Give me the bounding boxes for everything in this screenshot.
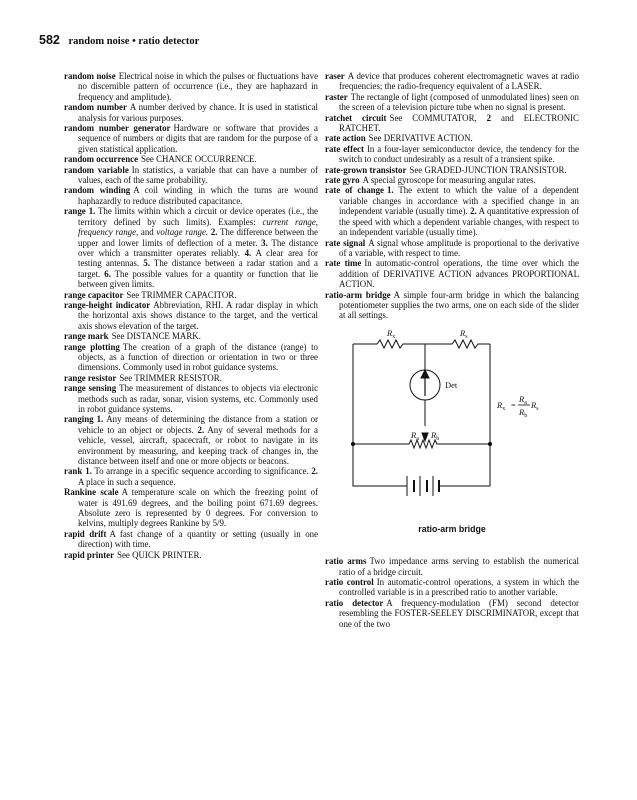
junction-dot-left (351, 442, 354, 445)
entry-term: Rankine scale (64, 487, 119, 498)
entry-sense-number: 2. (311, 466, 318, 477)
right-column-top (325, 71, 579, 321)
entry-definition-text: current range, frequency range, (78, 216, 318, 238)
potentiometer-wire (353, 440, 490, 448)
entry-sense-number: 6. (104, 268, 111, 279)
glossary-entry (64, 206, 318, 289)
glossary-entry (325, 556, 579, 577)
ratio-arm-bridge-figure (325, 326, 579, 522)
glossary-entry (325, 175, 579, 185)
running-title: random noise • ratio detector (68, 36, 200, 47)
label-ra: $R_a$ (411, 429, 419, 442)
entry-term: rate gyro (325, 175, 360, 186)
glossary-entry (64, 383, 318, 414)
glossary-entry (64, 550, 318, 560)
entry-term: random variable (64, 164, 129, 175)
entry-definition-text: To arrange in a specific sequence according to significance. (91, 466, 312, 477)
entry-term: range (64, 206, 86, 217)
entry-definition-text: A frequency-modulation (FM) second detector resembling the FOSTER-SEELEY DISCRIMINATOR, except that one of the two (339, 597, 579, 629)
page-header (39, 33, 199, 47)
entry-term: range capacitor (64, 289, 124, 300)
entry-term: rate time (325, 258, 362, 269)
glossary-entry (64, 414, 318, 466)
entry-term: random noise (64, 71, 116, 81)
entry-term: range sensing (64, 383, 117, 394)
entry-term: range mark (64, 331, 109, 342)
entry-definition-text: voltage range. (156, 227, 209, 238)
glossary-entry (64, 466, 318, 487)
svg-text:Rb: $R_b$ (519, 406, 528, 419)
entry-definition-text: In statistics, a variable that can have a number of values, each of the same probability. (78, 164, 318, 186)
entry-term: ratchet circuit (325, 112, 387, 123)
entry-definition-text: Electrical noise in which the pulses or fluctuations have no discernible pattern of occurrence (i.e., they are haphazard in frequency and amplitude). (78, 71, 319, 102)
entry-definition-text: The distance between a radar station and a target. (78, 258, 318, 279)
entry-definition-text: In a four-layer semiconductor device, the tendency for the switch to conduct undesirably as a result of a transient spike. (339, 143, 579, 165)
entry-definition-text: The distance over which a transmitter operates reliably. (78, 237, 319, 258)
entry-definition-text: See CHANCE OCCURRENCE. (141, 154, 257, 165)
entry-definition-text: Two impedance arms serving to establish the numerical ratio of a bridge circuit. (339, 556, 579, 577)
entry-definition-text: Any of several methods for a vehicle, vessel, aircraft, spacecraft, or robot to navigate in its environment by measuring, and keeping track of changes in, the distance between itself and one or more objects or beacons. (78, 424, 318, 467)
entry-definition-text: The possible values for a quantity or function that lie between given limits. (78, 268, 318, 290)
entry-definition-text: A device that produces coherent electromagnetic waves at radio frequencies; the radio-frequency equivalent of a LASER. (339, 71, 579, 92)
entry-term: range-height indicator (64, 299, 151, 310)
glossary-entry (64, 373, 318, 383)
entry-sense-number: 3. (261, 237, 268, 248)
glossary-entry (325, 92, 579, 113)
entry-term: rate of change (325, 185, 384, 196)
glossary-entry (64, 185, 318, 206)
glossary-entry (325, 577, 579, 598)
entry-sense-number: 1. (96, 414, 104, 425)
entry-definition-text: See DISTANCE MARK. (111, 331, 201, 342)
glossary-entry (64, 71, 318, 102)
left-column (64, 71, 318, 560)
entry-sense-number: 1. (88, 206, 96, 217)
entry-definition-text: A temperature scale on which the freezing point of water is 491.69 degrees, and the boiling point 671.69 degrees. Absolute zero is represented by 0 degrees. For conversion to kelvins, multiply degrees Rankine by 5/9. (78, 487, 318, 529)
glossary-entry (325, 238, 579, 259)
glossary-entry (64, 342, 318, 373)
entry-definition-text: The difference between the upper and lower limits of deflection of a meter. (78, 227, 318, 248)
entry-definition-text: A quantitative expression of the speed with which a dependent variable changes, with respect to an independent variable (usually time). (339, 206, 579, 238)
entry-definition-text: A simple four-arm bridge in which the balancing potentiometer supplies the two arms, one on each side of the slider at all settings. (339, 289, 579, 321)
entry-definition-text: A place in such a sequence. (78, 476, 176, 487)
entry-definition-text: A signal whose amplitude is proportional to the derivative of a variable, with respect to time. (339, 237, 580, 258)
right-column-bottom (325, 556, 579, 629)
glossary-entry (325, 71, 579, 92)
entry-definition-text: A special gyroscope for measuring angular rates. (362, 175, 536, 186)
glossary-entry (325, 598, 579, 629)
entry-sense-number: 2 (486, 112, 492, 123)
glossary-entry (64, 331, 318, 341)
entry-definition-text: See COMMUTATOR, (389, 112, 487, 123)
bridge-circuit-diagram (325, 326, 579, 522)
outer-frame-wire (353, 344, 490, 486)
entry-definition-text: The measurement of distances to objects via electronic methods such as radar, sonar, vision systems, etc. Commonly used in robot guidance systems. (78, 383, 319, 414)
entry-term: rate action (325, 133, 366, 144)
glossary-entry (325, 144, 579, 165)
entry-definition-text: A number derived by chance. It is used in statistical analysis for various purposes. (78, 102, 318, 123)
entry-definition-text: A clear area for testing antennas. (78, 247, 318, 269)
entry-definition-text: In automatic-control operations, a system in which the controlled variable is in a prescribed ratio to another variable. (339, 576, 579, 598)
svg-text:Rx: $R_x$ (497, 399, 506, 412)
entry-sense-number: 2. (470, 206, 477, 217)
entry-term: rate signal (325, 237, 366, 248)
label-rb: $R_b$ (431, 429, 440, 442)
entry-definition-text: Hardware or software that provides a sequence of numbers or digits that are random for the purpose of a given statistical application. (78, 123, 318, 154)
glossary-entry (325, 258, 579, 289)
entry-term: ratio-arm bridge (325, 289, 391, 300)
entry-definition-text: The extent to which the value of a dependent variable changes in accordance with a specified change in an independent variable (usually time). (339, 185, 580, 217)
entry-definition-text: See TRIMMER RESISTOR. (119, 372, 222, 383)
figure-caption: ratio-arm bridge (418, 523, 486, 534)
entry-term: rate effect (325, 143, 364, 154)
glossary-entry (325, 185, 579, 237)
detector-arrowhead (421, 370, 429, 378)
svg-text:Ra: $R_a$ (519, 393, 527, 406)
entry-definition-text: A coil winding in which the turns are wound haphazardly to reduce distributed capacitance. (78, 185, 318, 206)
glossary-entry (64, 487, 318, 529)
junction-dot-right (488, 442, 491, 445)
entry-term: ratio control (325, 576, 374, 587)
entry-term: raser (325, 71, 345, 81)
entry-term: ratio detector (325, 597, 384, 608)
top-wire (353, 340, 490, 348)
entry-term: random number (64, 102, 127, 113)
entry-definition-text: The limits within which a circuit or device operates (i.e., the territory defined by such limits). Examples: (78, 206, 318, 227)
glossary-entry (325, 133, 579, 143)
entry-definition-text: See DERIVATIVE ACTION. (368, 133, 473, 144)
entry-term: rapid printer (64, 549, 115, 560)
entry-term: random occurrence (64, 154, 139, 165)
glossary-entry (325, 165, 579, 175)
label-det: Det (445, 379, 458, 390)
entry-sense-number: 5. (143, 258, 150, 269)
entry-term: range plotting (64, 341, 120, 352)
battery-symbol (407, 476, 439, 496)
entry-term: random number generator (64, 123, 171, 134)
glossary-entry (64, 165, 318, 186)
entry-term: range resistor (64, 372, 117, 383)
entry-definition-text: Abbreviation, RHI. A radar display in which the horizontal axis shows distance to the target, and the vertical axis shows elevation of the target. (78, 299, 318, 331)
glossary-entry (325, 290, 579, 321)
glossary-entry (64, 154, 318, 164)
entry-definition-text: The rectangle of light (composed of unmodulated lines) seen on the screen of a television picture tube when no signal is present. (339, 91, 579, 113)
entry-definition-text: See GRADED-JUNCTION TRANSISTOR. (409, 164, 567, 175)
entry-definition-text: The creation of a graph of the distance (range) to objects, as a function of direction or orientation in two or three dimensions. Commonly used in robot guidance systems. (78, 341, 318, 373)
page-number: 582 (39, 33, 60, 47)
entry-definition-text: In automatic-control operations, the time over which the addition of DERIVATIVE ACTION advances PROPORTIONAL ACTION. (339, 258, 579, 290)
svg-text:Rs: $R_s$ (531, 399, 539, 412)
entry-term: random winding (64, 185, 131, 196)
glossary-entry (325, 113, 579, 134)
label-rx: $R_x$ (387, 327, 396, 340)
entry-sense-number: 1. (85, 466, 92, 477)
right-column (325, 71, 579, 629)
entry-term: rank (64, 466, 83, 477)
entry-sense-number: 2. (197, 424, 205, 435)
entry-definition-text: See QUICK PRINTER. (117, 549, 202, 560)
entry-definition-text: See TRIMMER CAPACITOR. (126, 289, 237, 300)
entry-sense-number: 4. (244, 247, 252, 258)
glossary-entry (64, 300, 318, 331)
entry-term: rate-grown transistor (325, 164, 407, 175)
svg-text:=: = (511, 399, 516, 410)
entry-definition-text: Any means of determining the distance from a station or vehicle to an object or objects. (78, 414, 318, 435)
balance-formula (496, 394, 539, 419)
glossary-entry (64, 102, 318, 123)
entry-sense-number: 2. (210, 227, 218, 238)
entry-term: ranging (64, 414, 94, 425)
glossary-entry (64, 290, 318, 300)
entry-definition-text: and ELECTRONIC RATCHET. (339, 112, 579, 134)
entry-definition-text: and (138, 227, 157, 238)
entry-term: raster (325, 91, 348, 102)
label-rs: $R_s$ (460, 327, 468, 340)
glossary-entry (64, 123, 318, 154)
entry-term: ratio arms (325, 556, 367, 567)
entry-definition-text: A fast change of a quantity or setting (usually in one direction) with time. (78, 528, 319, 550)
entry-sense-number: 1. (386, 185, 394, 196)
entry-term: rapid drift (64, 528, 107, 539)
glossary-entry (64, 529, 318, 550)
